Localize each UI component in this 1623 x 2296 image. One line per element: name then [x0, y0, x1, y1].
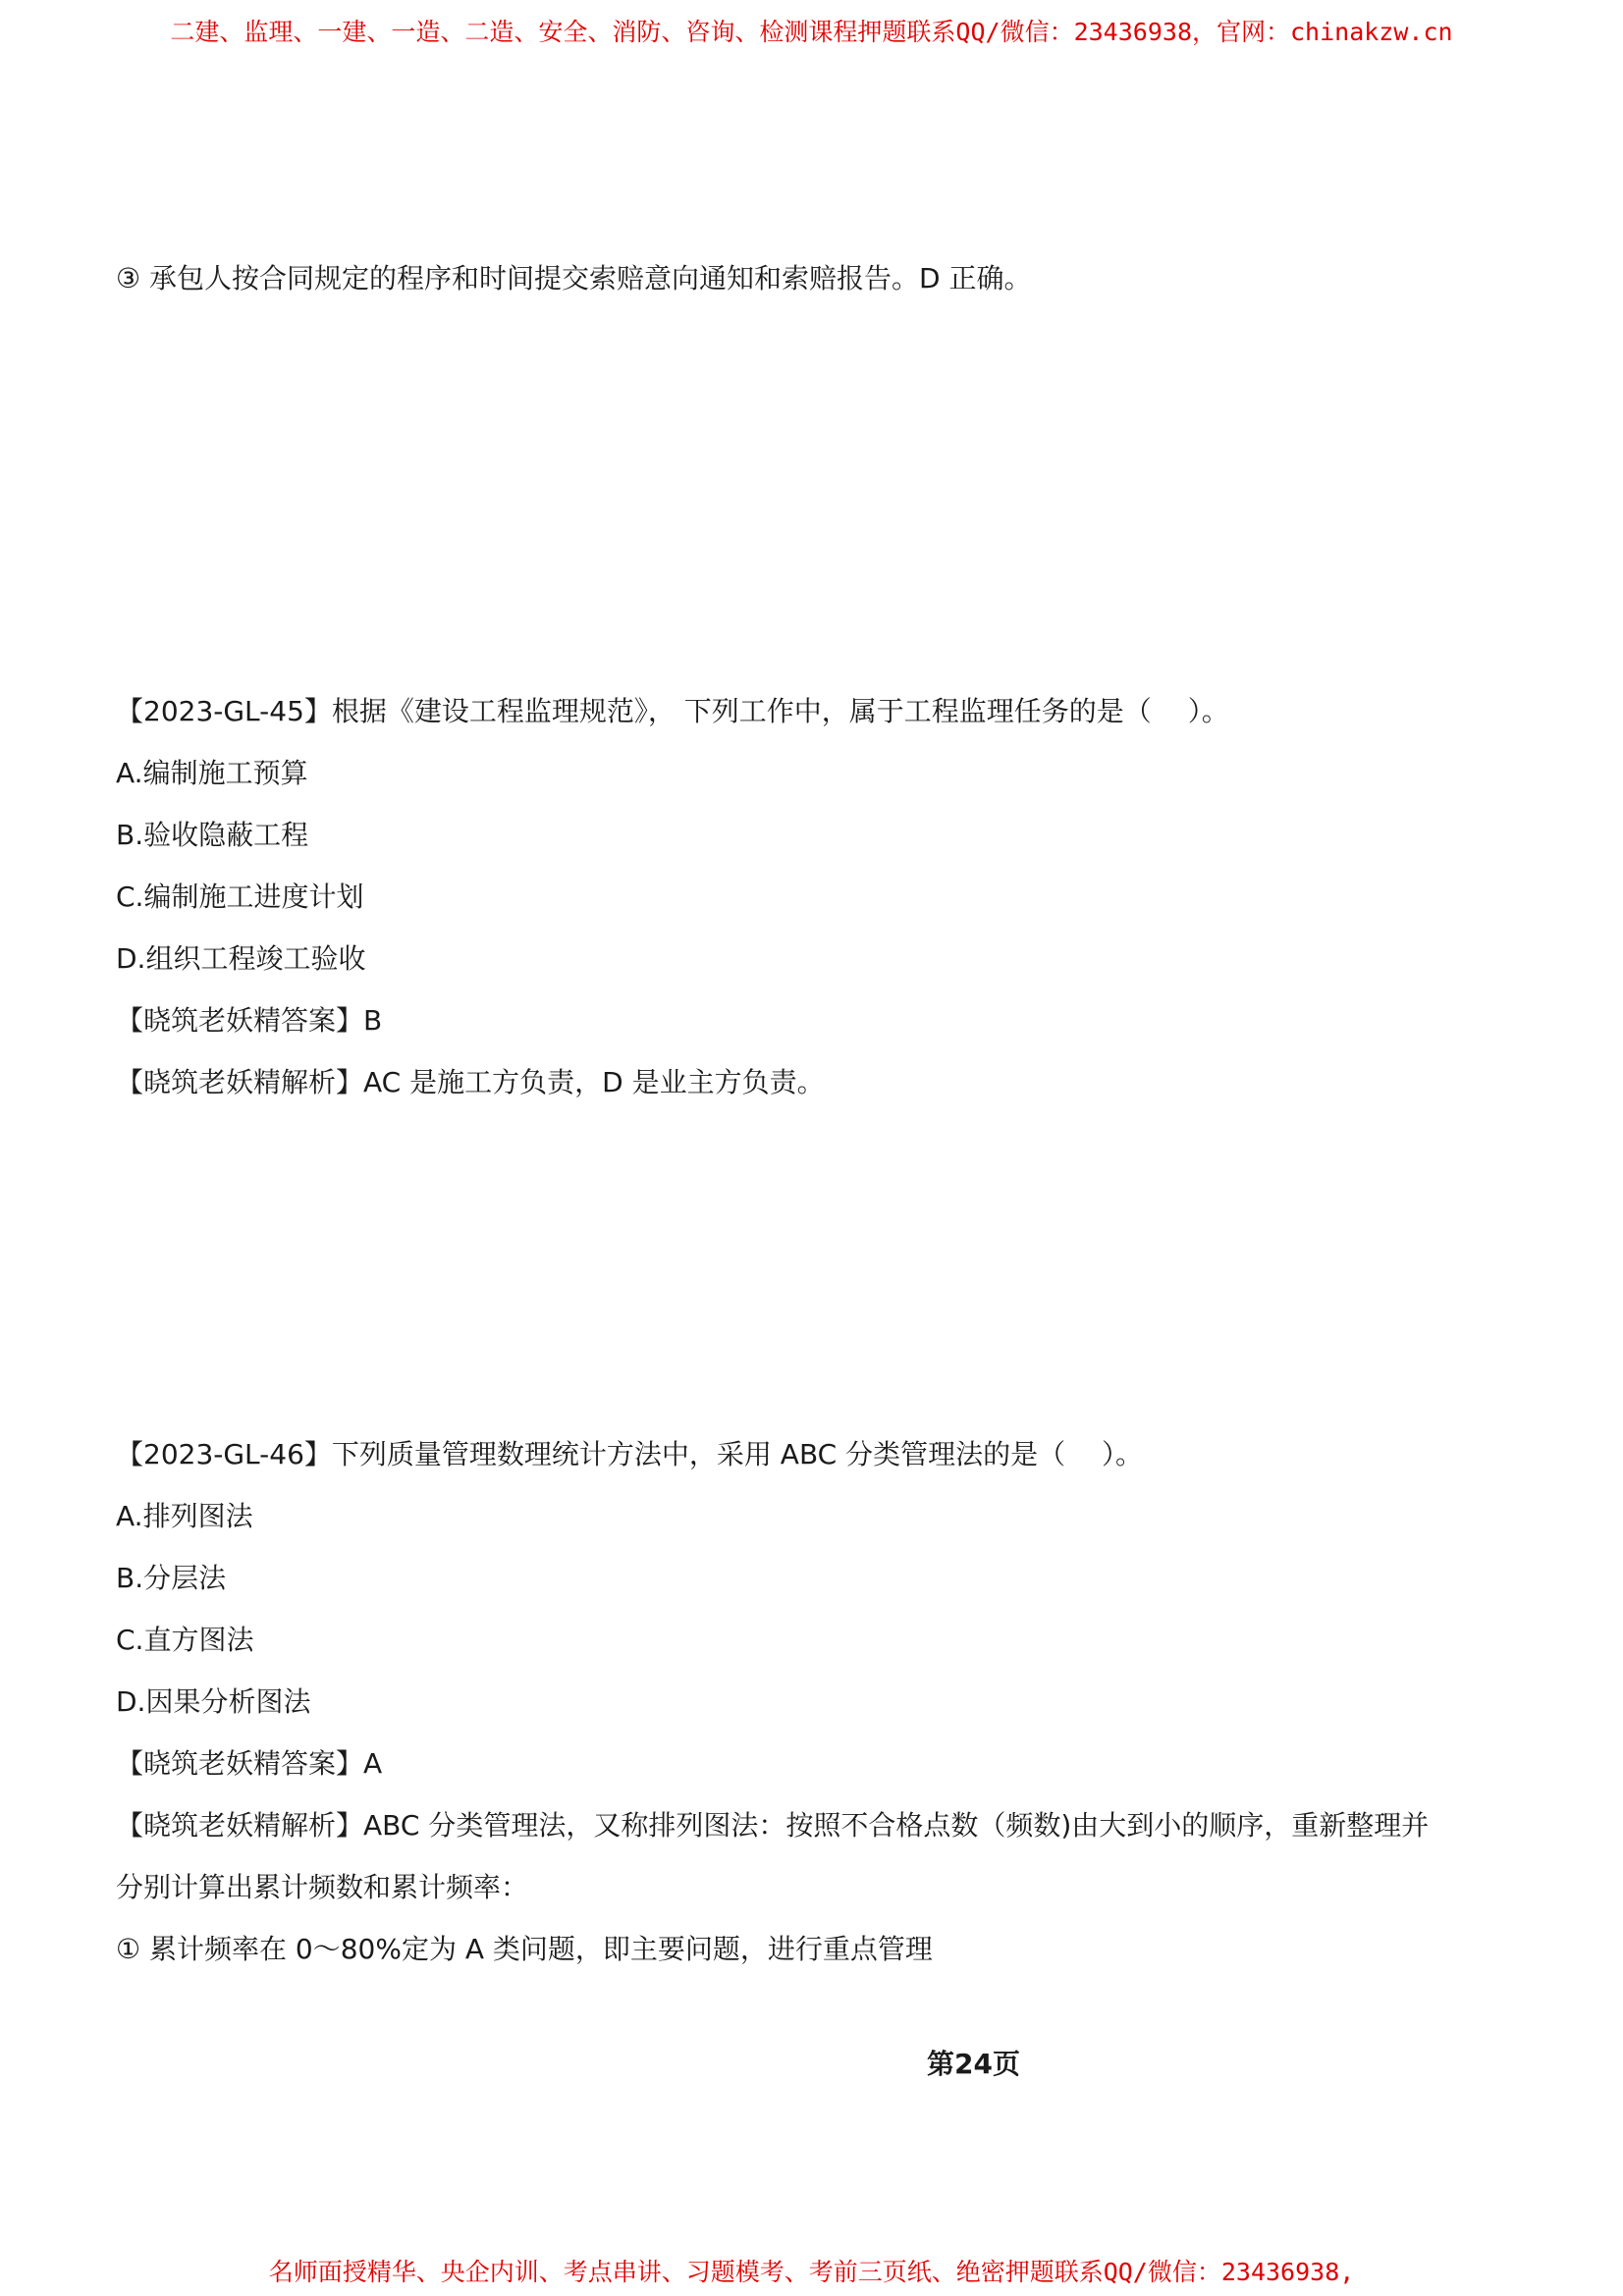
question-46-analysis-line-3: ① 累计频率在 0～80%定为 A 类问题，即主要问题，进行重点管理 [116, 1933, 933, 1965]
question-46-option-b: B.分层法 [116, 1562, 227, 1594]
question-45-analysis: 【晓筑老妖精解析】AC 是施工方负责，D 是业主方负责。 [116, 1066, 825, 1098]
question-45-stem: 【2023-GL-45】根据《建设工程监理规范》， 下列工作中，属于工程监理任务的是（ ）。 [116, 695, 1229, 727]
question-46-answer: 【晓筑老妖精答案】A [116, 1747, 383, 1780]
continuation-item-3: ③ 承包人按合同规定的程序和时间提交索赔意向通知和索赔报告。D 正确。 [116, 262, 1032, 294]
question-45-option-a: A.编制施工预算 [116, 757, 308, 789]
question-46-stem: 【2023-GL-46】下列质量管理数理统计方法中，采用 ABC 分类管理法的是（ ）。 [116, 1438, 1144, 1470]
question-46-analysis-line-2: 分别计算出累计频数和累计频率： [116, 1871, 529, 1903]
question-45-answer: 【晓筑老妖精答案】B [116, 1004, 383, 1037]
question-46-option-c: C.直方图法 [116, 1624, 254, 1656]
question-46-option-d: D.因果分析图法 [116, 1685, 311, 1718]
question-45-option-c: C.编制施工进度计划 [116, 881, 364, 913]
question-46-analysis-line-1: 【晓筑老妖精解析】ABC 分类管理法，又称排列图法：按照不合格点数（频数)由大到小的顺序，重新整理并 [116, 1809, 1430, 1842]
question-45-option-d: D.组织工程竣工验收 [116, 942, 366, 975]
footer-banner: 名师面授精华、央企内训、考点串讲、习题模考、考前三页纸、绝密押题联系QQ/微信：23436938, [268, 2258, 1355, 2286]
page-number: 第24页 [927, 2048, 1020, 2080]
header-banner: 二建、监理、一建、一造、二造、安全、消防、咨询、检测课程押题联系QQ/微信：23436938，官网：chinakzw.cn [170, 18, 1453, 46]
question-46-option-a: A.排列图法 [116, 1500, 253, 1532]
question-45-option-b: B.验收隐蔽工程 [116, 819, 309, 851]
